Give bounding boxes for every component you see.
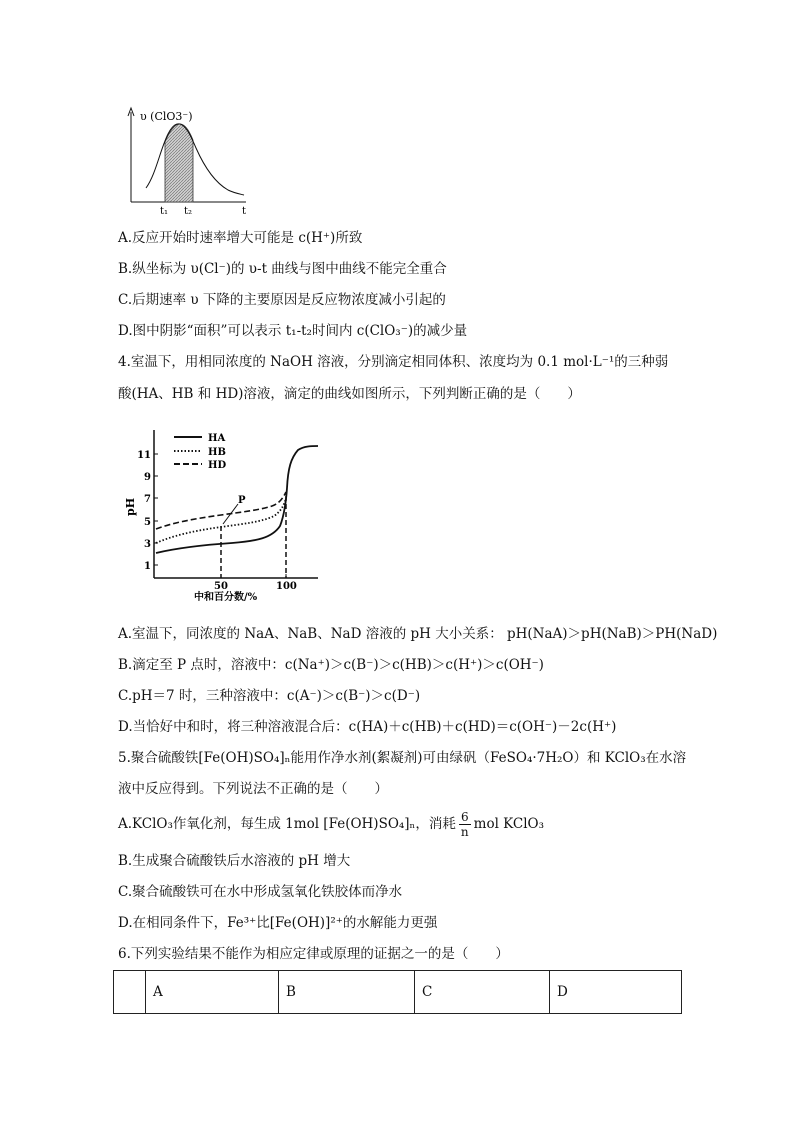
q3-option-a: A.反应开始时速率增大可能是 c(H⁺)所致 — [118, 230, 363, 246]
table-cell-b: B — [279, 971, 415, 1014]
q4-option-c: C.pH＝7 时，三种溶液中：c(A⁻)＞c(B⁻)＞c(D⁻) — [118, 688, 421, 704]
curve-hd — [156, 492, 286, 529]
ytick-1: 1 — [144, 561, 151, 572]
xtick-100: 100 — [276, 581, 297, 592]
fraction-denominator: n — [460, 825, 469, 839]
shaded-area — [165, 124, 193, 202]
ytick-7: 7 — [144, 494, 151, 505]
q5-option-b: B.生成聚合硫酸铁后水溶液的 pH 增大 — [118, 853, 351, 869]
table-cell-d: D — [550, 971, 682, 1014]
rate-time-figure — [118, 104, 268, 216]
legend-ha: HA — [208, 433, 226, 444]
q4-option-a: A.室温下，同浓度的 NaA、NaB、NaD 溶液的 pH 大小关系： pH(NaA)＞pH(NaB)＞PH(NaD) — [118, 626, 718, 642]
q3-option-d: D.图中阴影“面积”可以表示 t₁-t₂时间内 c(ClO₃⁻)的减少量 — [118, 323, 468, 339]
t1-label: t₁ — [160, 206, 169, 217]
fraction — [459, 810, 471, 839]
legend-hb: HB — [208, 447, 226, 458]
q5-option-a-text: A.KClO₃作氧化剂，每生成 1mol [Fe(OH)SO₄]ₙ，消耗 — [118, 816, 456, 832]
q5-option-c: C.聚合硫酸铁可在水中形成氢氧化铁胶体而净水 — [118, 884, 403, 900]
xtick-50: 50 — [214, 581, 228, 592]
q3-option-b: B.纵坐标为 υ(Cl⁻)的 υ-t 曲线与图中曲线不能完全重合 — [118, 261, 447, 277]
table-row — [114, 971, 682, 1014]
ytick-5: 5 — [144, 517, 151, 528]
t2-label: t₂ — [184, 206, 193, 217]
curve-ha — [156, 446, 318, 553]
titration-figure — [124, 426, 324, 603]
p-pointer — [223, 504, 238, 524]
q3-option-c: C.后期速率 υ 下降的主要原因是反应物浓度减小引起的 — [118, 292, 446, 308]
table-cell-empty — [114, 971, 146, 1014]
y-axis-label: pH — [124, 497, 137, 516]
t-label: t — [242, 206, 247, 217]
q4-stem-line2: 酸(HA、HB 和 HD)溶液，滴定的曲线如图所示，下列判断正确的是（ ） — [118, 386, 581, 402]
q5-option-a — [118, 806, 544, 842]
q4-option-b: B.滴定至 P 点时，溶液中：c(Na⁺)＞c(B⁻)＞c(HB)＞c(H⁺)＞c(OH⁻) — [118, 657, 544, 673]
q6-stem: 6.下列实验结果不能作为相应定律或原理的证据之一的是（ ） — [118, 946, 509, 962]
table-cell-a: A — [146, 971, 279, 1014]
x-axis-label: 中和百分数/% — [194, 592, 258, 603]
y-ticks — [137, 450, 158, 572]
q5-stem-line2: 液中反应得到。下列说法不正确的是（ ） — [118, 781, 388, 797]
q5-stem-line1: 5.聚合硫酸铁[Fe(OH)SO₄]ₙ能用作净水剂(絮凝剂)可由绿矾（FeSO₄·7H₂O）和 KClO₃在水溶 — [118, 750, 687, 766]
table-cell-c: C — [415, 971, 550, 1014]
legend-hd: HD — [208, 460, 227, 471]
q5-option-d: D.在相同条件下，Fe³⁺比[Fe(OH)]²⁺的水解能力更强 — [118, 915, 438, 931]
point-p-label: P — [238, 495, 246, 506]
y-axis-label: υ (ClO3⁻) — [140, 110, 193, 123]
ytick-9: 9 — [144, 472, 151, 483]
legend — [174, 433, 226, 471]
rate-curve — [146, 124, 244, 195]
q4-stem-line1: 4.室温下，用相同浓度的 NaOH 溶液，分别滴定相同体积、浓度均为 0.1 mol·L⁻¹的三种弱 — [118, 354, 669, 370]
ytick-11: 11 — [137, 450, 151, 461]
fraction-numerator: 6 — [459, 810, 471, 825]
q6-table — [113, 970, 682, 1014]
q4-option-d: D.当恰好中和时，将三种溶液混合后：c(HA)＋c(HB)＋c(HD)＝c(OH⁻)－2c(H⁺) — [118, 719, 617, 735]
ytick-3: 3 — [144, 539, 151, 550]
q5-option-a-unit: mol KClO₃ — [473, 816, 545, 832]
